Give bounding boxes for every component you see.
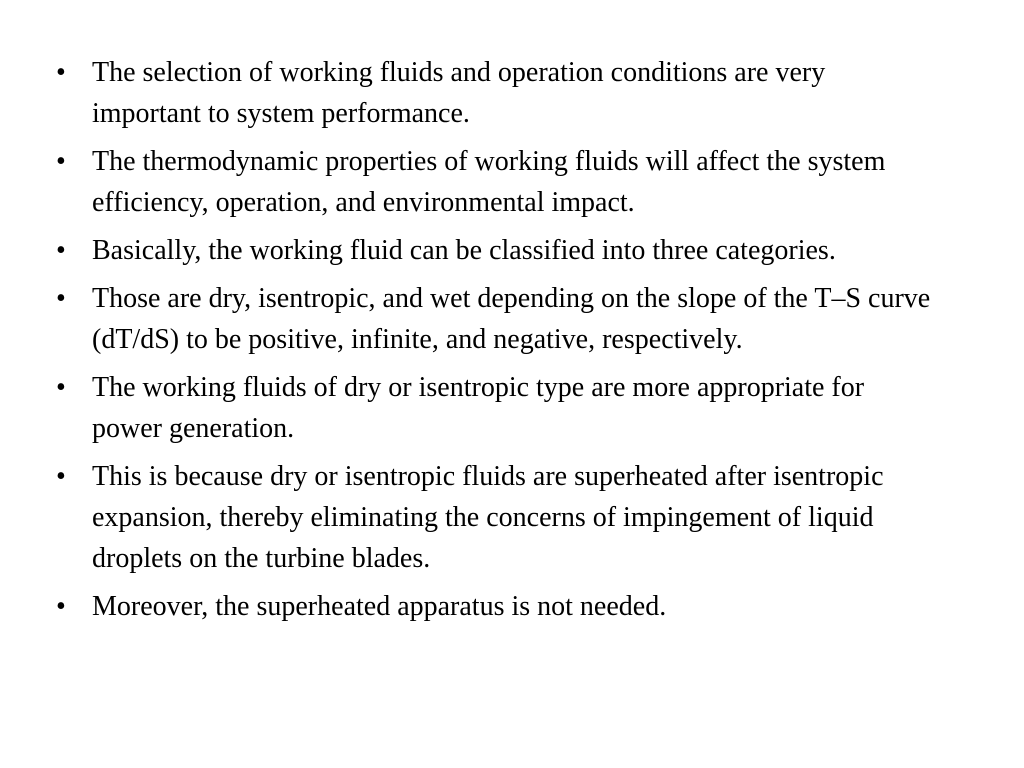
bullet-icon: • — [56, 146, 66, 177]
bullet-text: The thermodynamic properties of working fluids will affect the system efficiency, operation, and environmental impact. — [92, 146, 886, 218]
bullet-item-6 — [56, 456, 936, 579]
bullet-item-5 — [56, 367, 936, 449]
bullet-icon: • — [56, 283, 66, 314]
bullet-item-1 — [56, 52, 936, 134]
bullet-text: Basically, the working fluid can be classified into three categories. — [92, 235, 836, 266]
bullet-text: The working fluids of dry or isentropic type are more appropriate for power generation. — [92, 372, 865, 444]
bullet-icon: • — [56, 57, 66, 88]
bullet-icon: • — [56, 591, 66, 622]
bullet-text: The selection of working fluids and operation conditions are very important to system performance. — [92, 57, 826, 129]
bullet-icon: • — [56, 372, 66, 403]
bullet-text: Moreover, the superheated apparatus is not needed. — [92, 591, 667, 622]
bullet-item-7 — [56, 586, 936, 627]
bullet-item-2 — [56, 141, 936, 223]
bullet-item-3 — [56, 230, 936, 271]
bullet-icon: • — [56, 235, 66, 266]
bullet-list — [56, 52, 936, 634]
bullet-icon: • — [56, 461, 66, 492]
bullet-item-4 — [56, 278, 936, 360]
bullet-text: Those are dry, isentropic, and wet depending on the slope of the T–S curve (dT/dS) to be positive, infinite, and negative, respectively. — [92, 283, 931, 355]
bullet-text: This is because dry or isentropic fluids are superheated after isentropic expansion, thereby eliminating the concerns of impingement of liquid droplets on the turbine blades. — [92, 461, 884, 574]
